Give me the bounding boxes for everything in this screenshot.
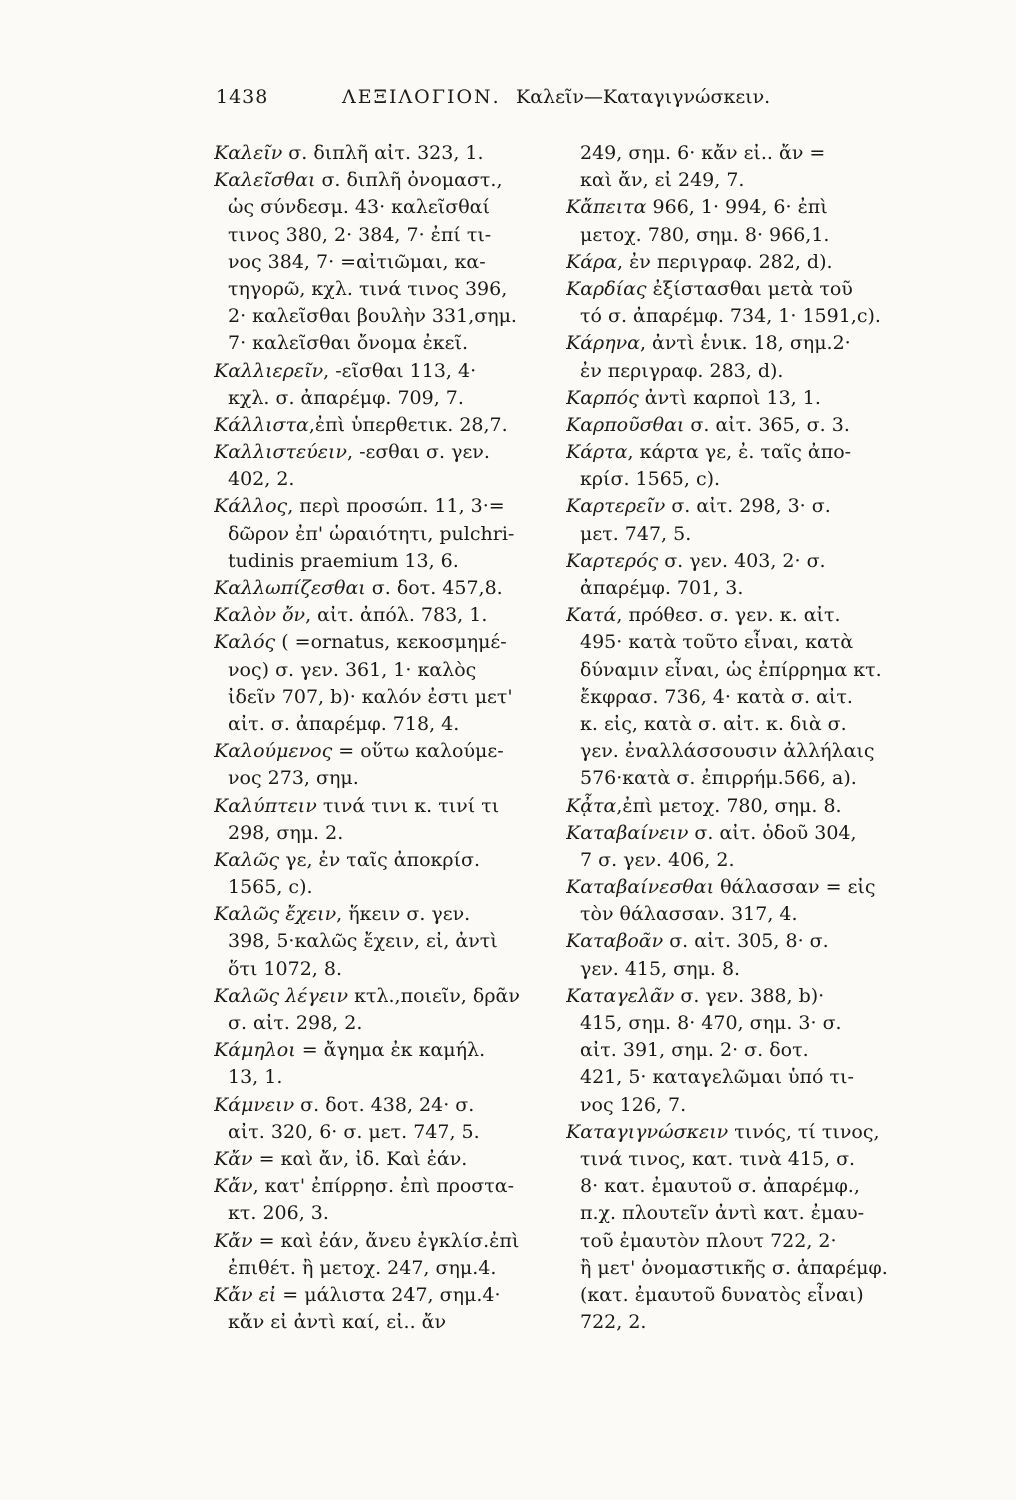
entry-line [566,575,948,602]
entry-lemma: Κἄν [214,1175,253,1198]
header-range: Καλεῖν—Καταγιγνώσκειν. [516,86,771,108]
entry-line [214,466,552,493]
entry-line [214,602,552,629]
entry-text: ἐπιθέτ. ἢ μετοχ. 247, σημ.4. [228,1256,497,1279]
entry-text: ἐν περιγραφ. 283, d). [580,359,784,382]
entry-lemma: Κἄπειτα [566,196,647,219]
entry-text: μετοχ. 780, σημ. 8· 966,1. [580,223,830,246]
entry-text: = ἄγημα ἐκ καμήλ. [295,1039,486,1062]
entry-text: νος 273, σημ. [228,767,359,790]
entry-line [214,1282,552,1309]
entry-text: 576·κατὰ σ. ἐπιρρήμ.566, a). [580,767,857,790]
entry-line [214,167,552,194]
entry-text: κρίσ. 1565, c). [580,468,721,491]
entry-text: 421, 5· καταγελῶμαι ὑπό τι- [580,1066,854,1089]
entry-line [214,983,552,1010]
entry-lemma: Καλλωπίζεσθαι [214,577,366,599]
entry-text: μετ. 747, 5. [580,522,692,545]
entry-line [566,901,948,928]
entry-text: ἀπαρέμφ. 701, 3. [580,577,744,599]
entry-text: δύναμιν εἶναι, ὡς ἐπίρρημα κτ. [580,658,882,681]
entry-lemma: Καταβοᾶν [566,930,664,953]
entry-text: 722, 2. [580,1311,647,1334]
entry-line [566,1173,948,1200]
entry-line [566,684,948,711]
entry-line [214,1173,552,1200]
entry-text: tudinis praemium 13, 6. [228,549,459,572]
entry-text: ἐξίστασθαι μετὰ τοῦ [646,277,853,300]
entry-text: 13, 1. [228,1066,283,1089]
entry-text: = οὕτω καλούμε- [332,740,504,763]
entry-lemma: Καλλιερεῖν [214,359,324,382]
entry-text: κχλ. σ. ἀπαρέμφ. 709, 7. [228,386,464,409]
entry-line [566,412,948,439]
entry-line [214,276,552,303]
entry-text: , ἀντὶ ἑνικ. 18, σημ.2· [639,332,851,355]
entry-text: τινός, τί τινος, [728,1120,880,1143]
entry-line [214,738,552,765]
entry-line [214,629,552,656]
entry-lemma: Κάρα [566,250,618,273]
entry-text: γεν. 415, σημ. 8. [580,957,741,980]
entry-lemma: Καλεῖσθαι [214,169,316,192]
entry-line [566,657,948,684]
entry-text: σ. διπλῆ αἰτ. 323, 1. [282,142,484,164]
entry-text: θάλασσαν = εἰς [714,876,876,899]
entry-line [214,847,552,874]
entry-lemma: Καρποῦσθαι [566,413,685,436]
page-header [216,86,816,126]
entry-text: κ. εἰς, κατὰ σ. αἰτ. κ. διὰ σ. [580,712,847,735]
entry-line [566,1146,948,1173]
entry-lemma: Κᾆτα [566,794,617,817]
entry-text: , κάρτα γε, ἐ. ταῖς ἀπο- [627,441,852,464]
entry-line [214,1092,552,1119]
entry-line [566,1119,948,1146]
entry-line [566,167,948,194]
entry-line [214,1037,552,1064]
entry-line [566,194,948,221]
entry-line [566,1092,948,1119]
entry-text: νος 384, 7· =αἰτιῶμαι, κα- [228,250,486,273]
entry-line [566,1037,948,1064]
entry-line [566,439,948,466]
entry-text: ὡς σύνδεσμ. 43· καλεῖσθαί [228,196,490,219]
entry-lemma: Καλεῖν [214,142,283,164]
entry-lemma: Καλὸν ὄν [214,604,306,627]
entry-text: τινά τινος, κατ. τινὰ 415, σ. [580,1147,856,1170]
entry-line [566,521,948,548]
entry-lemma: Καρτερός [566,549,659,572]
entry-line [214,548,552,575]
entry-lemma: Κἄν [214,1229,253,1252]
entry-line [566,493,948,520]
entry-line [566,602,948,629]
entry-line [214,194,552,221]
entry-lemma: Κἄν εἰ [214,1283,277,1306]
entry-text: κτ. 206, 3. [228,1202,329,1225]
entry-line [214,330,552,357]
entry-line [566,249,948,276]
entry-lemma: Καλῶς [214,848,280,871]
entry-lemma: Κάμνειν [214,1093,295,1116]
entry-text: , -εσθαι σ. γεν. [346,441,490,464]
entry-text: σ. αἰτ. 365, σ. 3. [684,413,850,436]
entry-text: ἀντὶ καρποὶ 13, 1. [638,386,821,409]
right-column [566,140,948,1336]
entry-text: 1565, c). [228,876,313,899]
entry-line [566,1200,948,1227]
entry-text: 495· κατὰ τοῦτο εἶναι, κατὰ [580,631,854,654]
entry-line [214,249,552,276]
entry-text: = καὶ ἄν, ἰδ. Καὶ ἐάν. [252,1147,468,1170]
entry-line [214,1064,552,1091]
entry-text: , περὶ προσώπ. 11, 3·= [287,495,505,518]
entry-text: ,ἐπὶ μετοχ. 780, σημ. 8. [616,794,842,817]
entry-text: , -εῖσθαι 113, 4· [323,359,477,382]
entry-line [214,385,552,412]
entry-text: σ. γεν. 403, 2· σ. [658,549,826,572]
entry-line [566,928,948,955]
entry-text: π.χ. πλουτεῖν ἀντὶ κατ. ἐμαυ- [580,1202,865,1225]
entry-text: , κατ' ἐπίρρησ. ἐπὶ προστα- [252,1175,515,1198]
entry-line [214,439,552,466]
entry-line [566,793,948,820]
entry-text: , ἥκειν σ. γεν. [336,903,471,926]
entry-line [214,874,552,901]
entry-text: ἰδεῖν 707, b)· καλόν ἐστι μετ' [228,685,513,708]
entry-line [566,466,948,493]
entry-text: 298, σημ. 2. [228,821,344,844]
entry-text: , αἰτ. ἀπόλ. 783, 1. [305,604,488,627]
entry-text: σ. αἰτ. ὁδοῦ 304, [688,821,857,844]
entry-line [214,901,552,928]
entry-text: τὸν θάλασσαν. 317, 4. [580,903,798,926]
entry-text: 249, σημ. 6· κἄν εἰ.. ἄν = [580,142,826,164]
entry-line [214,684,552,711]
entry-line [566,222,948,249]
entry-lemma: Καρδίας [566,277,647,300]
entry-lemma: Κάρτα [566,441,628,464]
entry-text: γε, ἐν ταῖς ἀποκρίσ. [279,848,481,871]
entry-text: καὶ ἄν, εἰ 249, 7. [580,169,745,192]
left-column [214,140,552,1336]
entry-text: = μάλιστα 247, σημ.4· [276,1283,501,1306]
entry-lemma: Καταγελᾶν [566,984,675,1007]
entry-line [214,928,552,955]
entry-line [566,1309,948,1336]
entry-line [214,765,552,792]
entry-text: νος) σ. γεν. 361, 1· καλὸς [228,658,477,681]
entry-line [214,1228,552,1255]
entry-line [566,1228,948,1255]
page-number: 1438 [216,86,269,108]
entry-line [214,1119,552,1146]
entry-text: , πρόθεσ. σ. γεν. κ. αἰτ. [616,604,841,627]
entry-line [566,330,948,357]
entry-line [214,1309,552,1336]
entry-line [214,1255,552,1282]
entry-line [566,1282,948,1309]
entry-line [214,1010,552,1037]
entry-line [214,521,552,548]
entry-text: ὅτι 1072, 8. [228,957,342,980]
entry-text: 7 σ. γεν. 406, 2. [580,848,735,871]
entry-line [566,548,948,575]
entry-lemma: Κάλλιστα [214,413,309,436]
entry-text: σ. διπλῆ ὀνομαστ., [315,169,503,192]
entry-line [566,303,948,330]
entry-text: αἰτ. σ. ἀπαρέμφ. 718, 4. [228,712,460,735]
entry-text: σ. αἰτ. 298, 2. [228,1012,363,1034]
entry-text: δῶρον ἐπ' ὡραιότητι, pulchri- [228,522,515,545]
entry-text: 8· κατ. ἐμαυτοῦ σ. ἀπαρέμφ., [580,1175,860,1198]
entry-lemma: Κἄν [214,1147,253,1170]
entry-line [566,1010,948,1037]
entry-text: 966, 1· 994, 6· ἐπὶ [646,196,828,219]
entry-line [566,983,948,1010]
entry-line [214,1146,552,1173]
entry-text: 7· καλεῖσθαι ὄνομα ἐκεῖ. [228,332,468,355]
entry-text: τινος 380, 2· 384, 7· ἐπί τι- [228,223,492,246]
entry-line [566,711,948,738]
entry-text: τινά τινι κ. τινί τι [316,794,500,817]
entry-lemma: Καλῶς λέγειν [214,984,349,1007]
entry-lemma: Καταβαίνειν [566,821,689,844]
entry-text: κἄν εἰ ἀντὶ καί, εἰ.. ἄν [228,1311,447,1334]
entry-text: τηγορῶ, κχλ. τινά τινος 396, [228,277,508,300]
entry-lemma: Καλύπτειν [214,794,317,817]
entry-line [566,874,948,901]
entry-text: , ἐν περιγραφ. 282, d). [617,250,833,273]
entry-text: 415, σημ. 8· 470, σημ. 3· σ. [580,1012,842,1034]
entry-lemma: Καλούμενος [214,740,333,763]
entry-text: ἔκφρασ. 736, 4· κατὰ σ. αἰτ. [580,685,853,708]
entry-line [566,276,948,303]
entry-line [214,711,552,738]
entry-lemma: Καρπός [566,386,639,409]
entry-line [214,793,552,820]
entry-lemma: Καταβαίνεσθαι [566,876,715,899]
entry-line [566,1255,948,1282]
entry-line [566,385,948,412]
entry-text: σ. δοτ. 438, 24· σ. [294,1093,475,1116]
entry-text: νος 126, 7. [580,1093,687,1116]
entry-text: σ. αἰτ. 298, 3· σ. [665,495,831,518]
entry-line [214,1200,552,1227]
entry-line [566,140,948,167]
entry-line [214,956,552,983]
entry-line [214,493,552,520]
entry-line [214,412,552,439]
entry-text: σ. δοτ. 457,8. [365,577,503,599]
header-title: ΛΕΞΙΛΟΓΙΟΝ. [342,86,501,108]
entry-text: σ. αἰτ. 305, 8· σ. [663,930,829,953]
entry-line [214,358,552,385]
entry-text: 402, 2. [228,468,295,491]
entry-line [566,765,948,792]
entry-text: σ. γεν. 388, b)· [674,984,825,1007]
entry-line [214,303,552,330]
entry-text: τό σ. ἀπαρέμφ. 734, 1· 1591,c). [580,305,881,328]
entry-lemma: Καλλιστεύειν [214,441,347,464]
entry-text: 398, 5·καλῶς ἔχειν, εἰ, ἀντὶ [228,930,498,953]
entry-text: γεν. ἐναλλάσσουσιν ἀλλήλαις [580,740,875,763]
entry-line [566,629,948,656]
entry-text: αἰτ. 391, σημ. 2· σ. δοτ. [580,1039,809,1062]
entry-lemma: Καταγιγνώσκειν [566,1120,729,1143]
entry-line [566,820,948,847]
entry-lemma: Καλῶς ἔχειν [214,903,337,926]
entry-lemma: Κάρηνα [566,332,640,355]
entry-lemma: Καλός [214,631,276,654]
entry-line [214,657,552,684]
entry-text: (κατ. ἐμαυτοῦ δυνατὸς εἶναι) [580,1283,864,1306]
entry-lemma: Κατά [566,604,617,627]
entry-line [566,847,948,874]
entry-lemma: Κάμηλοι [214,1039,296,1062]
entry-line [214,140,552,167]
entry-line [566,956,948,983]
entry-line [214,820,552,847]
entry-text: ,ἐπὶ ὑπερθετικ. 28,7. [308,413,508,436]
entry-line [214,575,552,602]
entry-line [566,358,948,385]
entry-text: κτλ.,ποιεῖν, δρᾶν [348,984,520,1007]
entry-lemma: Καρτερεῖν [566,495,666,518]
entry-line [214,222,552,249]
entry-line [566,738,948,765]
entry-text: ( =ornatus, κεκοσμημέ- [275,631,507,654]
entry-line [566,1064,948,1091]
entry-text: τοῦ ἐμαυτὸν πλουτ 722, 2· [580,1229,837,1252]
entry-text: αἰτ. 320, 6· σ. μετ. 747, 5. [228,1120,480,1143]
entry-text: 2· καλεῖσθαι βουλὴν 331,σημ. [228,305,517,328]
entry-text: ἢ μετ' ὀνομαστικῆς σ. ἀπαρέμφ. [580,1256,888,1279]
entry-lemma: Κάλλος [214,495,288,518]
entry-text: = καὶ ἐάν, ἄνευ ἐγκλίσ.ἐπὶ [252,1229,520,1252]
